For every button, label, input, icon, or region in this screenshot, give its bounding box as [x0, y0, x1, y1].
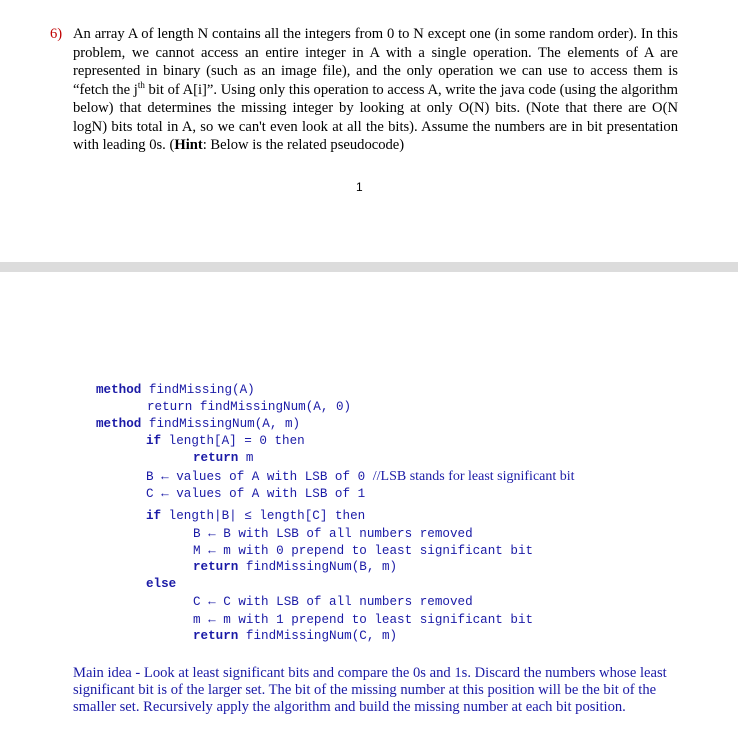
code-text: findMissingNum(B, m) [238, 560, 398, 574]
code-line [193, 629, 397, 643]
code-keyword: else [146, 577, 177, 591]
code-text: length[A] = 0 [161, 434, 275, 448]
problem-statement [50, 25, 678, 155]
code-text: B ← B with LSB of all numbers removed [193, 527, 473, 541]
code-line [96, 417, 300, 431]
code-text: C ← C with LSB of all numbers removed [193, 595, 473, 609]
code-text: m ← m with 1 prepend to least significant bit [193, 613, 534, 627]
code-keyword: if [146, 509, 162, 523]
code-text: C ← values of A with LSB of 1 [146, 487, 366, 501]
problem-body [73, 25, 678, 155]
problem-text-part-2: bit of A[i]”. Using only this operation to access A, write the java code (using the algorithm below) that determines the missing integer by looking at only O(N) bits. (Note that there are O(N logN) bits total in A, so we can't even look at all the bits). Assume the numbers are in bit presentation with leading 0s. ( [73, 81, 678, 153]
code-line [146, 487, 365, 501]
code-keyword: return [193, 451, 239, 465]
code-text: findMissingNum(A, 0) [192, 400, 352, 414]
code-line [193, 451, 253, 465]
code-text: findMissingNum(A, m) [141, 417, 301, 431]
problem-text-part-1: An array A of length N contains all the integers from 0 to N except one (in some random order). In this problem, we cannot access an entire integer in A with a single operation. The elements of A are represented in binary (such as an image file), and the only operation we can use to access them is “fetch the j [73, 26, 678, 98]
code-text: then [274, 434, 305, 448]
code-line [193, 527, 473, 541]
problem-number: 6) [50, 26, 63, 42]
code-keyword: if [146, 434, 162, 448]
code-text: m [238, 451, 254, 465]
code-text: return [147, 400, 193, 414]
code-line [193, 595, 473, 609]
code-line [146, 577, 176, 591]
superscript-th: th [137, 79, 145, 90]
page-separator [0, 262, 738, 272]
problem-text-part-3: : Below is the related pseudocode) [202, 137, 405, 153]
code-line [193, 560, 397, 574]
code-keyword: method [96, 417, 142, 431]
code-line [147, 400, 351, 414]
code-keyword: method [96, 383, 142, 397]
code-line [146, 509, 365, 523]
code-keyword: return [193, 629, 239, 643]
code-line [146, 469, 575, 485]
code-text: then [334, 509, 366, 523]
code-text: findMissing(A) [141, 383, 255, 397]
code-comment: //LSB stands for least significant bit [372, 469, 575, 484]
code-text: M ← m with 0 prepend to least significant bit [193, 544, 534, 558]
code-line [146, 434, 305, 448]
pseudocode-block [96, 383, 575, 643]
code-line [96, 383, 255, 397]
code-text: findMissingNum(C, m) [238, 629, 398, 643]
code-line [193, 544, 533, 558]
code-text: length|B| ≤ length[C] [161, 509, 335, 523]
code-line [193, 613, 533, 627]
page-number: 1 [356, 180, 363, 194]
main-idea-text: Main idea - Look at least significant bits and compare the 0s and 1s. Discard the numbers whose least significant bit is of the larger set. The bit of the missing number at this position will be the bit of the smaller set. Recursively apply the algorithm and build the missing number at each bit position. [73, 665, 667, 715]
hint-label: Hint [174, 137, 203, 153]
code-keyword: return [193, 560, 239, 574]
code-text: B ← values of A with LSB of 0 [146, 470, 373, 484]
